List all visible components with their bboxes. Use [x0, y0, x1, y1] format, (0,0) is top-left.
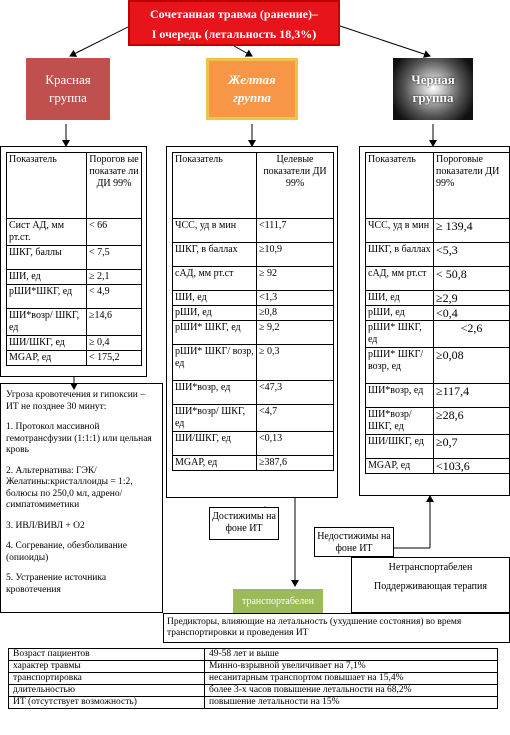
- cell: ≥ 0,3: [257, 345, 334, 381]
- transportable-label: транспортабелен: [241, 595, 315, 607]
- cell: ≥14,6: [87, 309, 142, 336]
- cell: ≥387,6: [257, 456, 334, 471]
- cell: ШИ*возр/ ШКГ, ед: [7, 309, 87, 336]
- cell: ≥2,9: [434, 291, 510, 306]
- cell: ≥ 139,4: [434, 219, 510, 243]
- table-header: [366, 153, 510, 219]
- cell: MGAP, ед: [173, 456, 257, 471]
- cell: Возраст пациентов: [9, 649, 205, 661]
- cell: < 4,9: [87, 285, 142, 309]
- cell: ≥117,4: [434, 384, 510, 408]
- table-row: [173, 432, 334, 456]
- table-row: [366, 291, 510, 306]
- list-item: 2. Альтернатива: ГЭК/Желатины:кристаллоиды = 1:2, болюсы по 250,0 мл, адрено/симпатомиметики: [6, 465, 133, 510]
- cell: ≥ 9,2: [257, 321, 334, 345]
- cell: ШКГ, баллы: [7, 246, 87, 270]
- header-cell: Пороговые показатели ДИ 99%: [434, 153, 510, 219]
- arrow-title-yellow: [234, 46, 252, 56]
- cell: 49-58 лет и выше: [205, 649, 498, 661]
- table-row: [7, 336, 142, 351]
- cell: <4,7: [257, 405, 334, 432]
- table-row: [7, 285, 142, 309]
- cell: рШИ* ШКГ/ возр, ед: [173, 345, 257, 381]
- cell: ШИ, ед: [7, 270, 87, 285]
- red-group-line2: группа: [49, 90, 87, 105]
- cell: рШИ*ШКГ, ед: [7, 285, 87, 309]
- table-row: [366, 243, 510, 267]
- cell: сАД, мм рт.ст: [173, 267, 257, 291]
- cell: <103,6: [434, 459, 510, 474]
- cell: ≥ 2,1: [87, 270, 142, 285]
- title-line1: Сочетанная травма (ранение)–: [150, 7, 318, 21]
- table-row: [173, 267, 334, 291]
- table-row: [173, 291, 334, 306]
- cell: ШИ, ед: [173, 291, 257, 306]
- table-row: [366, 384, 510, 408]
- black-group-box: [393, 58, 473, 120]
- cell: ≥ 0,4: [87, 336, 142, 351]
- cell: рШИ* ШКГ, ед: [366, 321, 434, 348]
- cell: ШИ/ШКГ, ед: [7, 336, 87, 351]
- cell: транспортировка: [9, 673, 205, 685]
- cell: <0,13: [257, 432, 334, 456]
- header-cell: Показатель: [7, 153, 87, 219]
- cell: < 175,2: [87, 351, 142, 366]
- cell: ≥0,8: [257, 306, 334, 321]
- cell: ИТ (отсутствует возможность): [9, 697, 205, 709]
- table-row: [366, 435, 510, 459]
- cell: повышение летальности на 15%: [205, 697, 498, 709]
- unachievable-box: [314, 527, 394, 557]
- list-item: 4. Согревание, обезболивание (опиоиды): [6, 541, 127, 563]
- supportive-therapy-label: Поддерживающая терапия: [374, 581, 487, 592]
- unachievable-text: Недостижимы на фоне ИТ: [317, 531, 391, 554]
- table-row: [7, 219, 142, 246]
- cell: ШИ*возр, ед: [173, 381, 257, 405]
- table-row: [366, 267, 510, 291]
- achievable-text: Достижимы на фоне ИТ: [212, 511, 276, 534]
- cell: ЧСС, уд в мин: [366, 219, 434, 243]
- predictors-table: [8, 648, 498, 709]
- table-row: [7, 351, 142, 366]
- header-cell: Целевые показатели ДИ 99%: [257, 153, 334, 219]
- cell: <2,6: [434, 321, 510, 348]
- yellow-group-line1: Желтая: [228, 72, 276, 87]
- table-row: [366, 408, 510, 435]
- table-row: [9, 697, 498, 709]
- cell: Минно-взрывной увеличивает на 7,1%: [205, 661, 498, 673]
- cell: характер травмы: [9, 661, 205, 673]
- cell: ≥10,9: [257, 243, 334, 267]
- black-group-line1: Черная: [411, 72, 455, 87]
- table-row: [173, 345, 334, 381]
- title-box: [128, 0, 340, 46]
- cell: ШИ*возр/ ШКГ, ед: [366, 408, 434, 435]
- title-line2: I очередь (летальность 18,3%): [151, 27, 317, 41]
- cell: MGAP, ед: [366, 459, 434, 474]
- arrow-title-black: [340, 26, 430, 56]
- table-row: [7, 270, 142, 285]
- table-row: [7, 309, 142, 336]
- cell: ШИ/ШКГ, ед: [366, 435, 434, 459]
- table-row: [366, 459, 510, 474]
- cell: <5,3: [434, 243, 510, 267]
- cell: Сист АД, мм рт.ст.: [7, 219, 87, 246]
- cell: рШИ* ШКГ/ возр, ед: [366, 348, 434, 384]
- table-row: [9, 649, 498, 661]
- achievable-box: [209, 507, 279, 540]
- table-row: [366, 348, 510, 384]
- cell: ШИ*возр, ед: [366, 384, 434, 408]
- cell: ≥ 92: [257, 267, 334, 291]
- table-row: [9, 661, 498, 673]
- cell: ШКГ, в баллах: [366, 243, 434, 267]
- cell: ≥28,6: [434, 408, 510, 435]
- predictors-title: [163, 613, 510, 643]
- cell: более 3-х часов повышение летальности на 68,2%: [205, 685, 498, 697]
- not-transportable-box: [351, 557, 510, 613]
- cell: <1,3: [257, 291, 334, 306]
- arrow-title-red: [70, 26, 130, 56]
- cell: <0,4: [434, 306, 510, 321]
- table-row: [366, 219, 510, 243]
- red-treatment-list: [0, 383, 163, 613]
- yellow-group-box: [206, 58, 298, 120]
- table-row: [7, 246, 142, 270]
- cell: < 7,5: [87, 246, 142, 270]
- cell: сАД, мм рт.ст: [366, 267, 434, 291]
- cell: ЧСС, уд в мин: [173, 219, 257, 243]
- table-row: [173, 243, 334, 267]
- cell: ≥0,7: [434, 435, 510, 459]
- header-cell: Показатель: [366, 153, 434, 219]
- cell: рШИ* ШКГ, ед: [173, 321, 257, 345]
- table-row: [173, 321, 334, 345]
- list-item: 1. Протокол массивной гемотрансфузии (1:1:1) или цельная кровь: [6, 422, 152, 455]
- list-item: 3. ИВЛ/ВИВЛ + О2: [6, 520, 85, 531]
- header-cell: Показатель: [173, 153, 257, 219]
- red-indicator-table: [6, 152, 142, 366]
- table-row: [366, 321, 510, 348]
- cell: ШИ*возр/ ШКГ, ед: [173, 405, 257, 432]
- cell: <111,7: [257, 219, 334, 243]
- transportable-box: [233, 589, 323, 613]
- not-transportable-label: Нетранспортабелен: [388, 562, 473, 573]
- cell: < 66: [87, 219, 142, 246]
- cell: ШКГ, в баллах: [173, 243, 257, 267]
- list-item: 5. Устранение источника кровотечения: [6, 573, 107, 595]
- yellow-indicator-table: [172, 152, 334, 471]
- cell: <47,3: [257, 381, 334, 405]
- black-indicator-table: [365, 152, 510, 474]
- cell: рШИ, ед: [366, 306, 434, 321]
- cell: ШИ, ед: [366, 291, 434, 306]
- cell: < 50,8: [434, 267, 510, 291]
- table-header: [173, 153, 334, 219]
- yellow-group-line2: группа: [233, 90, 271, 105]
- cell: MGAP, ед: [7, 351, 87, 366]
- table-row: [9, 685, 498, 697]
- cell: ШИ/ШКГ, ед: [173, 432, 257, 456]
- cell: рШИ, ед: [173, 306, 257, 321]
- cell: ≥0,08: [434, 348, 510, 384]
- table-row: [173, 405, 334, 432]
- table-row: [173, 306, 334, 321]
- list-item: Угроза кровотечения и гипоксии – ИТ не позднее 30 минут:: [6, 390, 145, 412]
- table-row: [173, 381, 334, 405]
- table-row: [173, 219, 334, 243]
- black-group-line2: группа: [412, 90, 454, 105]
- predictors-title-text: Предикторы, влияющие на летальность (ухудшение состояния) во время транспортировки и проведения ИТ: [167, 617, 462, 638]
- cell: несанитарным транспортом повышает на 15,4%: [205, 673, 498, 685]
- header-cell: Порогов ые показате ли ДИ 99%: [87, 153, 142, 219]
- table-row: [9, 673, 498, 685]
- table-row: [366, 306, 510, 321]
- table-row: [173, 456, 334, 471]
- red-group-box: [26, 58, 110, 120]
- red-group-line1: Красная: [45, 72, 91, 87]
- table-header: [7, 153, 142, 219]
- cell: длительностью: [9, 685, 205, 697]
